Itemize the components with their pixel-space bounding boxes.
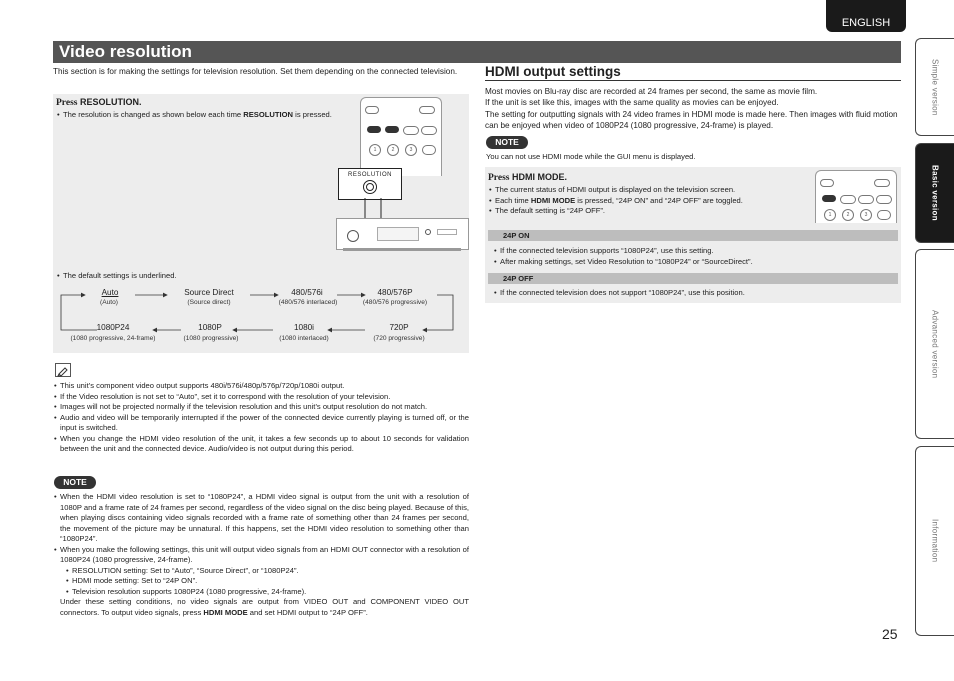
remote-pip-button [403,126,419,135]
callout-button-icon [363,180,377,194]
note-sub-item: • RESOLUTION setting: Set to “Auto”, “Source Direct”, or “1080P24”. [66,566,469,577]
side-tab-label: Advanced version [930,309,940,379]
24p-off-item: • If the connected television does not support “1080P24”, use this position. [494,288,894,299]
side-tab-basic[interactable] [915,143,954,243]
resolution-bullet-text: The resolution is changed as shown below each time [63,110,244,119]
memo-item: • If the Video resolution is not set to “Auto”, set it to correspond with the resolution of your television. [54,392,469,403]
remote-power-button [874,179,890,187]
language-label: ENGLISH [841,17,891,29]
remote-key-1: 1 [824,209,836,221]
note-item: • When you make the following settings, this unit will output video signals from an HDMI OUT connector with a resolution of 1080P24 (1080 progressive, 24-frame). [54,545,469,566]
memo-item: • Images will not be projected normally if the television resolution and this unit’s output resolution do not match. [54,402,469,413]
note-sub-item: • Television resolution supports 1080P24 (1080 progressive, 24-frame). [66,587,469,598]
player-power-icon [347,230,359,242]
side-tab-simple[interactable] [915,38,954,136]
hdmi-intro-line: The setting for outputting signals with 24 video frames in HDMI mode is made here. Then images with fluid motion can be enjoyed when video of 1080P24 (1080 progressive, 24-frame) is played. [485,109,898,130]
hdmi-mode-bullets [489,185,799,217]
resolution-key-label: RESOLUTION. [79,97,142,107]
remote-hdmi-mode-button [822,195,836,202]
remote-key-2: 2 [842,209,854,221]
flow-1080p24-label: 1080P24 [96,323,130,332]
note-tail-text: Under these setting conditions, no video signals are output from VIDEO OUT and COMPONENT VIDEO OUT connectors. To output video signals, press [60,597,469,617]
flow-1080p-sub: (1080 progressive) [183,335,239,342]
player-illustration [336,218,469,250]
flow-480p-sub: (480/576 progressive) [362,299,428,306]
hdmi-mode-item: • The current status of HDMI output is displayed on the television screen. [489,185,799,196]
note-badge-left: NOTE [54,476,96,489]
hdmi-mode-item: • The default setting is “24P OFF”. [489,206,799,217]
hdmi-intro [485,86,901,131]
resolution-bullet-text-end: is pressed. [293,110,332,119]
side-tab-information[interactable] [915,446,954,636]
press-word: Press [56,98,78,108]
remote-illustration [360,97,442,176]
remote-key-2: 2 [387,144,399,156]
hdmi-mode-box [485,167,901,303]
hdmi-heading: HDMI output settings [485,64,901,81]
hdmi-mode-key-label: HDMI MODE. [511,172,567,182]
flow-480i-sub: (480/576 interlaced) [278,299,338,306]
hdmi-b2-text-end: is pressed, “24P ON” and “24P OFF” are toggled. [575,195,743,205]
hdmi-intro-line: Most movies on Blu-ray disc are recorded at 24 frames per second, the same as movie film. [485,87,818,96]
flow-1080p-label: 1080P [198,323,222,332]
hdmi-intro-line: If the unit is set like this, images with the same quality as movies can be enjoyed. [485,98,779,108]
section-title: Video resolution [53,41,901,63]
callout-label: RESOLUTION [347,172,392,178]
flow-source-direct-sub: (Source direct) [187,299,231,306]
24p-on-bar: 24P ON [488,230,898,241]
remote-pip-button [858,195,874,204]
flow-auto-sub: (Auto) [100,299,118,306]
remote-power-button [419,106,435,114]
note-list-left [54,492,469,618]
player-buttons [437,229,457,235]
press-resolution-heading [56,97,142,108]
remote-key-3: 3 [860,209,872,221]
press-word: Press [488,173,510,183]
24p-on-bullets [494,246,894,267]
side-tab-label: Basic version [930,165,940,221]
24p-on-item: • If the connected television supports “1080P24”, use this setting. [494,246,894,257]
remote-open-close-button [820,179,834,187]
remote-open-close-button [365,106,379,114]
player-base [343,248,461,251]
flow-1080p24-sub: (1080 progressive, 24-frame) [70,335,156,342]
callout-pointer [353,198,393,220]
player-display [377,227,419,241]
resolution-bullet-key: RESOLUTION [243,110,294,119]
memo-item: • This unit’s component video output supports 480i/576i/480p/576p/720p/1080i output. [54,381,469,392]
memo-item: • Audio and video will be temporarily interrupted if the power of the connected device currently playing is turned off, or the input is switched. [54,413,469,434]
press-hdmi-heading [488,172,567,183]
flow-480i-label: 480/576i [291,288,323,297]
flow-720p-label: 720P [389,323,409,332]
24p-off-bullets [494,288,894,299]
flow-1080i-sub: (1080 interlaced) [279,335,329,342]
language-tab [826,0,906,32]
side-tab-label: Simple version [930,58,940,116]
flow-720p-sub: (720 progressive) [373,335,425,342]
note-sub-list [54,566,469,598]
intro-text: This section is for making the settings for television resolution. Set them depending on the connected television. [53,67,458,76]
memo-icon [55,363,71,377]
page-number: 25 [882,626,898,642]
hdmi-b2-key: HDMI MODE [530,195,576,205]
note-tail-text-end: and set HDMI output to “24P OFF”. [247,607,368,617]
24p-on-item: • After making settings, set Video Resolution to “1080P24” or “SourceDirect”. [494,257,894,268]
24p-off-bar: 24P OFF [488,273,898,284]
note-tail-key: HDMI MODE [203,607,248,617]
resolution-bullet [57,110,353,121]
side-tab-label: Information [930,519,940,563]
remote-page-button [421,126,437,135]
remote-resolution-button [840,195,856,204]
remote-mode-button [422,145,436,155]
default-settings-note: • The default settings is underlined. [57,271,363,282]
remote-mode-button [877,210,891,220]
resolution-box [53,94,469,353]
flow-source-direct-label: Source Direct [184,288,234,297]
player-indicator [425,229,431,235]
hdmi-note-text: You can not use HDMI mode while the GUI menu is displayed. [486,152,696,161]
remote-page-button [876,195,892,204]
memo-list [54,381,469,455]
flow-auto-label: Auto [101,288,119,297]
side-tab-advanced[interactable] [915,249,954,439]
resolution-callout [338,168,402,200]
remote-key-3: 3 [405,144,417,156]
remote-hdmi-mode-button [367,126,381,133]
hdmi-mode-item [489,196,799,207]
remote-resolution-button [385,126,399,133]
memo-item: • When you change the HDMI video resolution of the unit, it takes a few seconds up to about 10 seconds for validation between the unit and the connected device. Audio/video is not output during this period. [54,434,469,455]
flow-1080i-label: 1080i [293,323,315,332]
flow-480p-label: 480/576P [377,288,413,297]
remote-illustration-right [815,170,897,223]
note-sub-item: • HDMI mode setting: Set to “24P ON”. [66,576,469,587]
hdmi-b2-text: Each time [495,195,531,205]
note-badge-right: NOTE [486,136,528,149]
note-tail [54,597,469,618]
remote-key-1: 1 [369,144,381,156]
note-item: • When the HDMI video resolution is set to “1080P24”, a HDMI video signal is output from the unit with a resolution of 1080P and a frame rate of 24 frames per second, regardless of the video signal on the disc being played. Because of this, when playing discs containing video signals recorded with a frame rate of something other than 24 frames per second, the movement of the picture may be unnatural. If this happens, set the HDMI video resolution to something other than “1080P24”. [54,492,469,545]
